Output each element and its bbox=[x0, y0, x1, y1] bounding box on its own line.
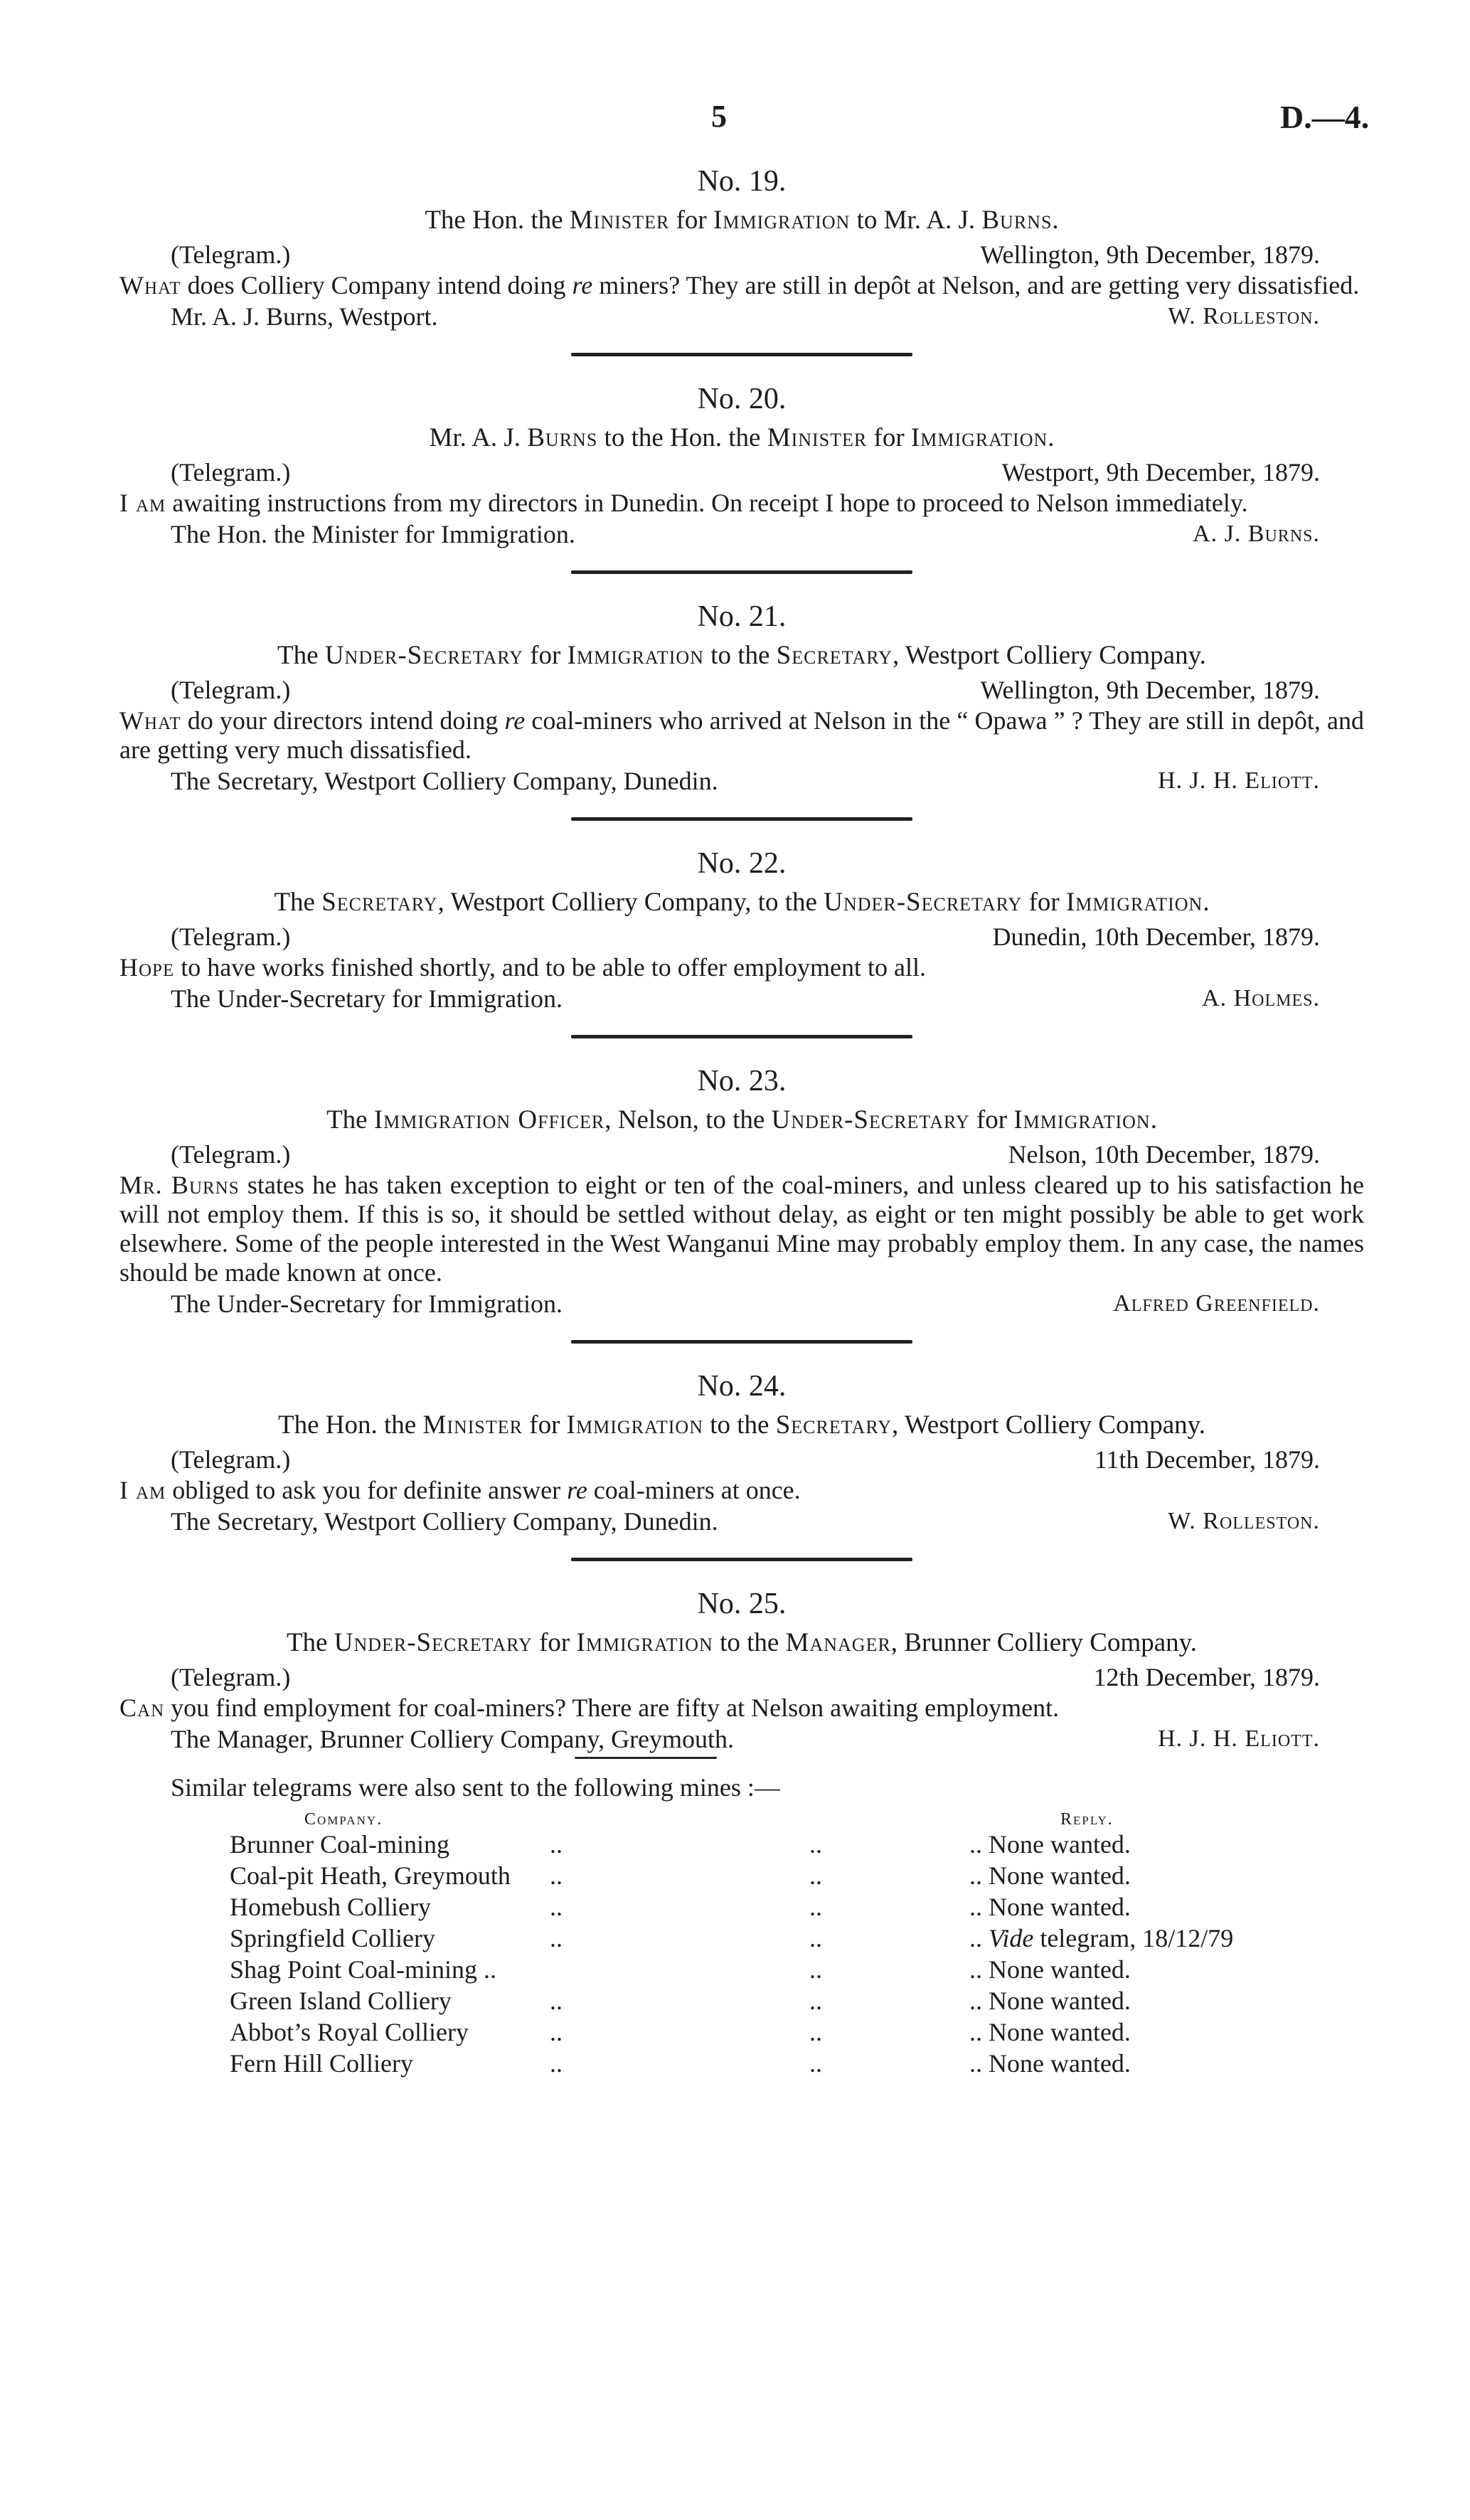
place-date: 12th December, 1879. bbox=[1093, 1663, 1320, 1691]
mine-company: Green Island Colliery bbox=[230, 1987, 452, 2015]
mines-table bbox=[230, 1806, 1364, 2079]
mine-company: Shag Point Coal-mining .. bbox=[230, 1955, 497, 1984]
table-row bbox=[230, 2048, 1364, 2079]
signature: A. J. Burns. bbox=[1193, 521, 1320, 547]
telegram-title: The Under-Secretary for Immigration to the Manager, Brunner Colliery Company. bbox=[286, 1628, 1198, 1657]
addressee: The Under-Secretary for Immigration. bbox=[171, 984, 563, 1013]
telegram-meta bbox=[119, 674, 1364, 706]
place-date: Dunedin, 10th December, 1879. bbox=[992, 923, 1320, 951]
mines-table-body bbox=[230, 1829, 1364, 2079]
leader-dots: .. bbox=[809, 1924, 822, 1952]
telegram-footer bbox=[119, 1723, 1364, 1755]
table-row bbox=[230, 1954, 1364, 1985]
telegram-24 bbox=[119, 1365, 1364, 1538]
leader-dots: .. bbox=[550, 2018, 563, 2046]
page-header bbox=[0, 98, 1470, 141]
leader-dots: .. bbox=[809, 1830, 822, 1859]
mine-company: Springfield Colliery bbox=[230, 1924, 435, 1952]
telegram-number: No. 25. bbox=[697, 1588, 787, 1620]
telegram-type: (Telegram.) bbox=[171, 676, 291, 704]
leader-dots: .. bbox=[550, 2049, 563, 2078]
telegram-type: (Telegram.) bbox=[171, 1663, 291, 1691]
place-date: Nelson, 10th December, 1879. bbox=[1008, 1140, 1320, 1169]
telegram-footer bbox=[119, 982, 1364, 1015]
leader-dots: .. bbox=[550, 1893, 563, 1921]
leader-dots: .. bbox=[809, 1861, 822, 1890]
mine-company: Coal-pit Heath, Greymouth bbox=[230, 1861, 511, 1890]
addressee: The Secretary, Westport Colliery Company, Dunedin. bbox=[171, 767, 718, 795]
mine-company: Abbot’s Royal Colliery bbox=[230, 2018, 469, 2046]
mine-reply: .. None wanted. bbox=[969, 1893, 1131, 1921]
table-row bbox=[230, 1860, 1364, 1891]
leader-dots: .. bbox=[809, 1893, 822, 1921]
signature: H. J. H. Eliott. bbox=[1158, 1726, 1320, 1752]
telegram-title: The Hon. the Minister for Immigration to the Secretary, Westport Colliery Company. bbox=[277, 1410, 1205, 1440]
table-row bbox=[230, 2016, 1364, 2048]
telegram-title: The Hon. the Minister for Immigration to Mr. A. J. Burns. bbox=[425, 206, 1059, 235]
table-row bbox=[230, 1985, 1364, 2016]
table-row bbox=[230, 1923, 1364, 1954]
leader-dots: .. bbox=[550, 1830, 563, 1859]
telegram-type: (Telegram.) bbox=[171, 1445, 291, 1474]
leader-dots: .. bbox=[809, 2049, 822, 2078]
mine-company: Fern Hill Colliery bbox=[230, 2049, 413, 2078]
telegram-title: The Immigration Officer, Nelson, to the Under-Secretary for Immigration. bbox=[326, 1105, 1157, 1134]
signature: W. Rolleston. bbox=[1168, 303, 1320, 329]
mine-company: Brunner Coal-mining bbox=[230, 1830, 449, 1859]
short-divider bbox=[575, 1757, 717, 1759]
telegram-21 bbox=[119, 595, 1364, 797]
telegram-footer bbox=[119, 1287, 1364, 1320]
leader-dots: .. bbox=[809, 1955, 822, 1984]
telegram-meta bbox=[119, 1661, 1364, 1694]
place-date: Westport, 9th December, 1879. bbox=[1001, 458, 1320, 487]
telegram-meta bbox=[119, 920, 1364, 953]
mine-company: Homebush Colliery bbox=[230, 1893, 431, 1921]
telegram-meta bbox=[119, 1443, 1364, 1476]
telegram-body: What does Colliery Company intend doing re miners? They are still in depôt at Nelson, and are getting very dissatisfied. bbox=[119, 271, 1360, 299]
leader-dots: .. bbox=[550, 1924, 563, 1952]
leader-dots: .. bbox=[550, 1987, 563, 2015]
leader-dots: .. bbox=[809, 1987, 822, 2015]
mine-reply: .. None wanted. bbox=[969, 1830, 1131, 1859]
telegram-body: I am awaiting instructions from my directors in Dunedin. On receipt I hope to proceed to Nelson immediately. bbox=[119, 489, 1248, 517]
mine-reply: .. None wanted. bbox=[969, 2049, 1131, 2078]
telegram-footer bbox=[119, 300, 1364, 333]
telegram-type: (Telegram.) bbox=[171, 240, 291, 269]
addressee: Mr. A. J. Burns, Westport. bbox=[171, 302, 438, 331]
telegram-body: Can you find employment for coal-miners? There are fifty at Nelson awaiting employment. bbox=[119, 1694, 1060, 1722]
telegram-19 bbox=[119, 160, 1364, 333]
place-date: 11th December, 1879. bbox=[1094, 1445, 1320, 1474]
section-divider bbox=[571, 1035, 912, 1038]
telegram-meta bbox=[119, 456, 1364, 489]
telegram-number: No. 21. bbox=[697, 600, 787, 633]
section-divider bbox=[571, 817, 912, 821]
leader-dots: .. bbox=[809, 2018, 822, 2046]
section-divider bbox=[571, 353, 912, 356]
page-number: 5 bbox=[711, 99, 727, 134]
addressee: The Under-Secretary for Immigration. bbox=[171, 1290, 563, 1318]
signature: A. Holmes. bbox=[1202, 985, 1320, 1011]
telegram-body: What do your directors intend doing re coal-miners who arrived at Nelson in the “ Opawa ” ? They are still in depôt, and are getting very much dissatisfied. bbox=[119, 706, 1364, 764]
section-divider bbox=[571, 570, 912, 574]
signature: Alfred Greenfield. bbox=[1113, 1290, 1320, 1317]
telegram-number: No. 24. bbox=[697, 1370, 787, 1403]
leader-dots: .. bbox=[550, 1861, 563, 1890]
telegram-body: Hope to have works finished shortly, and to be able to offer employment to all. bbox=[119, 953, 926, 982]
telegram-footer bbox=[119, 1505, 1364, 1538]
addressee: The Hon. the Minister for Immigration. bbox=[171, 520, 575, 548]
telegram-type: (Telegram.) bbox=[171, 458, 291, 487]
telegram-title: Mr. A. J. Burns to the Hon. the Minister for Immigration. bbox=[429, 423, 1055, 452]
telegram-footer bbox=[119, 518, 1364, 551]
telegram-25 bbox=[119, 1583, 1364, 1755]
mine-reply: .. None wanted. bbox=[969, 2018, 1131, 2046]
mine-reply: .. None wanted. bbox=[969, 1955, 1131, 1984]
addressee: The Secretary, Westport Colliery Company, Dunedin. bbox=[171, 1507, 718, 1536]
telegram-type: (Telegram.) bbox=[171, 1140, 291, 1169]
page-content bbox=[119, 160, 1364, 2079]
mine-reply: .. None wanted. bbox=[969, 1987, 1131, 2015]
mine-reply: .. Vide telegram, 18/12/79 bbox=[969, 1924, 1234, 1952]
telegram-meta bbox=[119, 1138, 1364, 1171]
signature: W. Rolleston. bbox=[1168, 1508, 1320, 1534]
telegram-body: I am obliged to ask you for definite answer re coal-miners at once. bbox=[119, 1476, 801, 1504]
section-divider bbox=[571, 1340, 912, 1344]
telegram-23 bbox=[119, 1060, 1364, 1320]
mines-table-header bbox=[230, 1806, 1364, 1829]
telegram-type: (Telegram.) bbox=[171, 923, 291, 951]
telegram-22 bbox=[119, 842, 1364, 1015]
telegram-footer bbox=[119, 765, 1364, 797]
similar-telegrams-intro: Similar telegrams were also sent to the following mines :— bbox=[171, 1773, 780, 1802]
signature: H. J. H. Eliott. bbox=[1158, 767, 1320, 794]
telegram-number: No. 20. bbox=[697, 383, 787, 415]
column-reply: Reply. bbox=[1060, 1810, 1114, 1829]
place-date: Wellington, 9th December, 1879. bbox=[980, 676, 1320, 704]
telegram-title: The Secretary, Westport Colliery Company, to the Under-Secretary for Immigration. bbox=[274, 888, 1210, 917]
column-company: Company. bbox=[304, 1810, 383, 1829]
telegram-number: No. 23. bbox=[697, 1065, 787, 1097]
place-date: Wellington, 9th December, 1879. bbox=[980, 240, 1320, 269]
telegram-title: The Under-Secretary for Immigration to the Secretary, Westport Colliery Company. bbox=[277, 641, 1206, 670]
telegram-number: No. 19. bbox=[697, 165, 787, 198]
mine-reply: .. None wanted. bbox=[969, 1861, 1131, 1890]
table-row bbox=[230, 1829, 1364, 1860]
table-row bbox=[230, 1891, 1364, 1923]
addressee: The Manager, Brunner Colliery Company, Greymouth. bbox=[171, 1725, 735, 1753]
telegram-number: No. 22. bbox=[697, 847, 787, 880]
section-divider bbox=[571, 1558, 912, 1561]
telegram-meta bbox=[119, 238, 1364, 271]
document-reference: D.—4. bbox=[1280, 99, 1370, 135]
telegram-body: Mr. Burns states he has taken exception to eight or ten of the coal-miners, and unless cleared up to his satisfaction he will not employ them. If this is so, it should be settled without delay, as eight or ten might possibly be able to get work elsewhere. Some of the people interested in the West Wanganui Mine may probably employ them. In any case, the names should be made known at once. bbox=[119, 1171, 1364, 1287]
telegram-20 bbox=[119, 378, 1364, 551]
